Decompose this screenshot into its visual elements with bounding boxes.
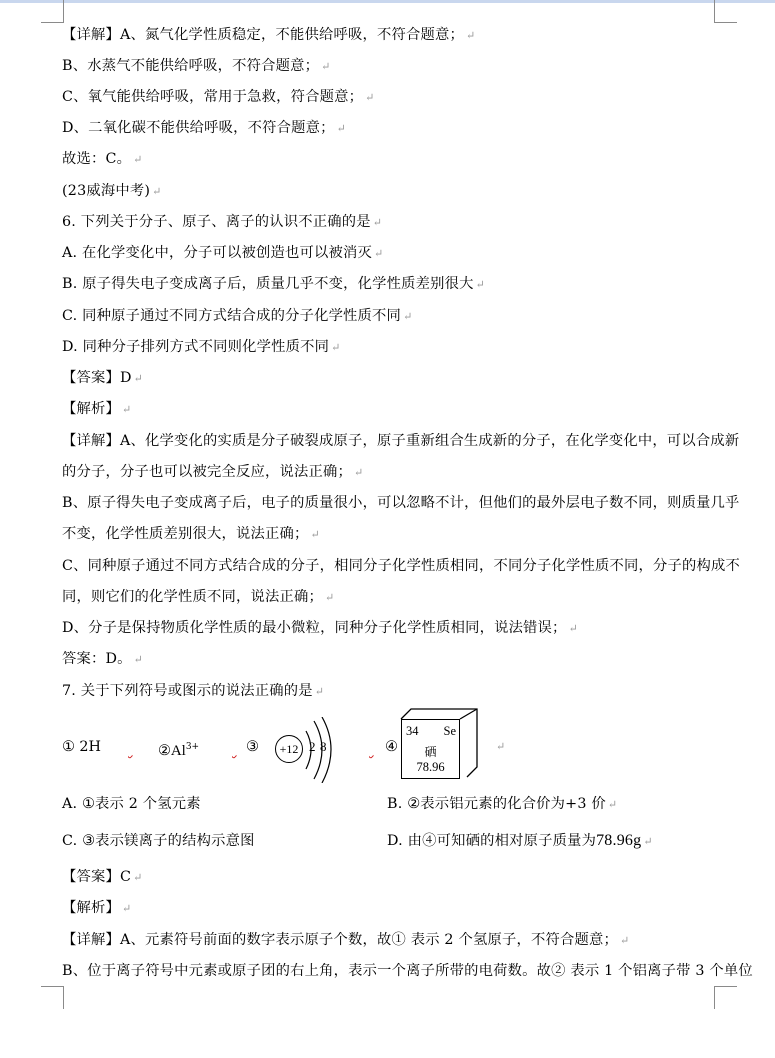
paragraph-mark-icon: ↵ <box>133 372 144 385</box>
explanation-line: 【详解】A、化学变化的实质是分子破裂成原子，原子重新组合生成新的分子，在化学变化中，可以合成新 <box>62 433 740 449</box>
para-line: 故选：C。 ↵ <box>62 151 143 167</box>
paragraph-mark-icon: ↵ <box>324 591 335 604</box>
question-7-option-a: A. ①表示 2 个氢元素 <box>62 796 201 812</box>
crop-mark-top-right <box>714 0 737 23</box>
question-7-option-d: D. 由④可知硒的相对原子质量为78.96g ↵ <box>387 832 653 849</box>
paragraph-mark-icon: ↵ <box>643 835 653 848</box>
para-line: B、水蒸气不能供给呼吸，不符合题意； ↵ <box>62 58 331 74</box>
crop-mark-top-left <box>41 0 64 23</box>
paragraph-mark-icon: ↵ <box>373 247 384 260</box>
paragraph-mark-icon: ↵ <box>465 29 476 42</box>
explanation-line: D、分子是保持物质化学性质的最小微粒，同种分子化学性质相同，说法错误； ↵ <box>62 620 578 636</box>
question-6-option-b: B. 原子得失电子变成离子后，质量几乎不变，化学性质差别很大 ↵ <box>62 276 486 292</box>
paragraph-mark-icon: ↵ <box>122 902 132 915</box>
answer-line: 答案：D。 ↵ <box>62 651 144 667</box>
figure-3-mark: ③ <box>246 739 259 755</box>
crop-mark-bottom-right <box>714 986 737 1009</box>
atomic-number: 34 <box>406 724 419 738</box>
para-line: 【详解】A、氮气化学性质稳定，不能供给呼吸，不符合题意； ↵ <box>62 27 476 43</box>
paragraph-mark-icon: ↵ <box>365 91 375 104</box>
symbol-al3plus: $②Al^{3+}$ <box>158 742 200 759</box>
spell-check-underline <box>232 736 244 758</box>
para-line: D、二氧化碳不能供给呼吸，不符合题意； ↵ <box>62 120 347 136</box>
analysis-label: 【解析】 ↵ <box>62 900 132 916</box>
symbol-2h: ① 2H <box>62 739 101 755</box>
paragraph-mark-icon: ↵ <box>314 685 325 698</box>
explanation-line: B、原子得失电子变成离子后，电子的质量很小，可以忽略不计，但他们的最外层电子数不同，则质量几乎 <box>62 495 740 511</box>
explanation-line: 【详解】A、元素符号前面的数字表示原子个数，故① 表示 2 个氢原子，不符合题意； ↵ <box>62 932 630 948</box>
paragraph-mark-icon: ↵ <box>619 934 630 947</box>
question-6-option-d: D. 同种分子排列方式不同则化学性质不同 ↵ <box>62 339 341 355</box>
explanation-line: C、同种原子通过不同方式结合成的分子，相同分子化学性质相同，不同分子化学性质不同，分子的构成不 <box>62 558 740 574</box>
question-6-option-c: C. 同种原子通过不同方式结合成的分子化学性质不同 ↵ <box>62 308 413 324</box>
crop-mark-bottom-left <box>41 986 64 1009</box>
paragraph-mark-icon: ↵ <box>607 798 618 811</box>
top-ruler-bar <box>0 0 775 3</box>
paragraph-mark-icon: ↵ <box>122 403 132 416</box>
source-note: (23威海中考) ↵ <box>62 183 162 199</box>
nucleus-circle: +12 <box>275 735 303 763</box>
answer-label: 【答案】C ↵ <box>62 869 143 885</box>
paragraph-mark-icon: ↵ <box>336 122 347 135</box>
spell-check-underline <box>369 736 383 758</box>
question-6-stem: 6. 下列关于分子、原子、离子的认识不正确的是 ↵ <box>62 214 383 230</box>
paragraph-mark-icon: ↵ <box>133 653 144 666</box>
paragraph-mark-icon: ↵ <box>475 278 486 291</box>
explanation-line: 同，则它们的化学性质不同，说法正确； ↵ <box>62 589 335 605</box>
paragraph-mark-icon: ↵ <box>372 216 383 229</box>
explanation-line: 的分子，分子也可以被完全反应，说法正确； ↵ <box>62 464 364 480</box>
shell-2-electrons: 8 <box>320 739 327 754</box>
answer-label: 【答案】D ↵ <box>62 370 144 386</box>
paragraph-mark-icon: ↵ <box>496 740 506 753</box>
shell-1-electrons: 2 <box>309 739 316 754</box>
selenium-element-card <box>401 719 460 779</box>
spell-check-underline <box>128 736 156 758</box>
paragraph-mark-icon: ↵ <box>310 528 320 541</box>
question-6-option-a: A. 在化学变化中，分子可以被创造也可以被消灭 ↵ <box>62 245 384 261</box>
question-7-option-c: C. ③表示镁离子的结构示意图 <box>62 833 255 849</box>
paragraph-mark-icon: ↵ <box>331 341 341 354</box>
explanation-line: B、位于离子符号中元素或原子团的右上角，表示一个离子所带的电荷数。故② 表示 1 个铝离子带 3 个单位 <box>62 963 753 979</box>
paragraph-mark-icon: ↵ <box>133 871 143 884</box>
figure-4-mark: ④ <box>385 739 398 755</box>
question-7-figures <box>62 705 722 795</box>
atomic-mass: 78.96 <box>416 760 445 774</box>
paragraph-mark-icon: ↵ <box>353 466 364 479</box>
paragraph-mark-icon: ↵ <box>568 622 578 635</box>
paragraph-mark-icon: ↵ <box>403 310 413 323</box>
question-7-options-cd <box>62 828 722 854</box>
paragraph-mark-icon: ↵ <box>152 185 162 198</box>
paragraph-mark-icon: ↵ <box>133 153 143 166</box>
para-line: C、氧气能供给呼吸，常用于急救，符合题意； ↵ <box>62 89 375 105</box>
paragraph-mark-icon: ↵ <box>321 60 331 73</box>
analysis-label: 【解析】 ↵ <box>62 401 132 417</box>
explanation-line: 不变，化学性质差别很大，说法正确； ↵ <box>62 526 320 542</box>
question-7-option-b: B. ②表示铝元素的化合价为+3 价 ↵ <box>387 796 618 812</box>
element-name: 硒 <box>424 745 437 759</box>
question-7-stem: 7. 关于下列符号或图示的说法正确的是 ↵ <box>62 683 325 699</box>
question-7-options-ab <box>62 791 722 817</box>
element-symbol: Se <box>443 724 456 738</box>
